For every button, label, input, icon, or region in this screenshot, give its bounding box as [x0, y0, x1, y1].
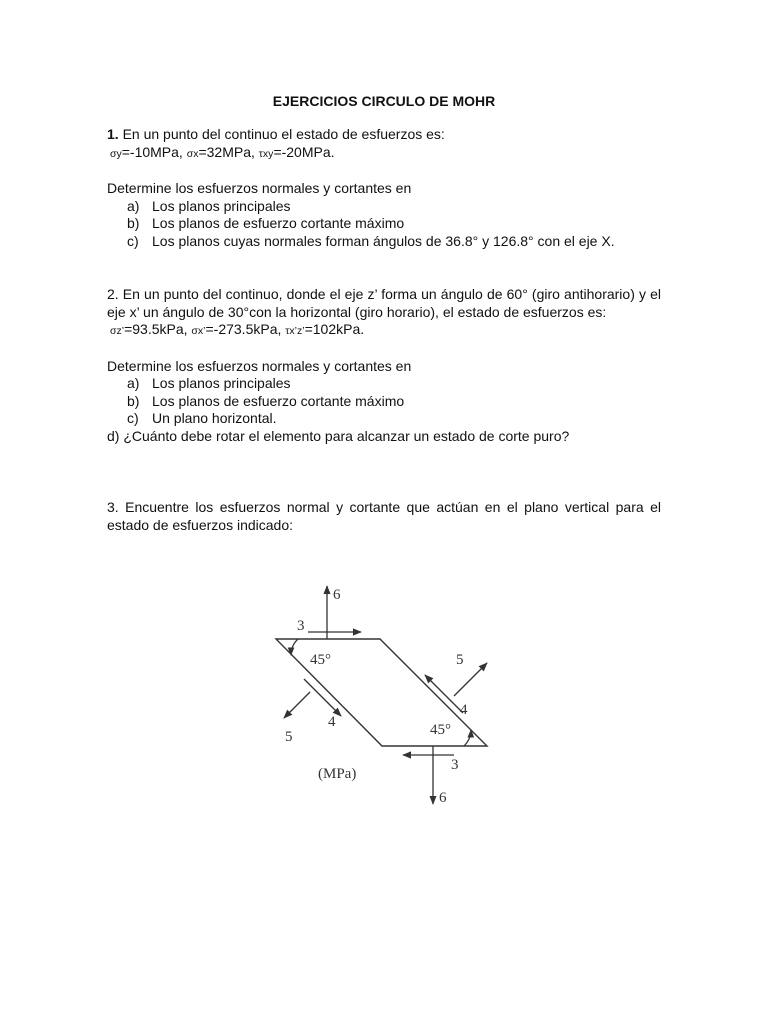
tau-xz-value: =102kPa.	[304, 321, 365, 337]
list-item: c) Un plano horizontal.	[127, 410, 277, 426]
document-title: EJERCICIOS CIRCULO DE MOHR	[272, 93, 496, 109]
exercise-1-stresses	[107, 144, 661, 164]
list-item: a) Los planos principales	[127, 375, 291, 391]
exercise-1-number: 1.	[107, 126, 119, 142]
exercise-3-intro: 3. Encuentre los esfuerzos normal y cortante que actúan en el plano vertical para el estado de esfuerzos indicado:	[107, 499, 661, 533]
left-normal-arrow	[284, 692, 310, 718]
label-bottom-normal: 6	[439, 790, 447, 806]
sigma-z-symbol: σz’	[110, 325, 125, 337]
sigma-x-value: =32MPa,	[198, 143, 259, 160]
sigma-x-symbol: σx	[186, 147, 199, 160]
exercise-2-item-d: d) ¿Cuánto debe rotar el elemento para alcanzar un estado de corte puro?	[107, 427, 570, 444]
sigma-z-value: =93.5kPa,	[124, 321, 192, 337]
exercise-2-list	[107, 375, 661, 428]
sigma-x-prime-value: =-273.5kPa,	[205, 321, 286, 337]
exercise-1-intro	[107, 126, 661, 144]
tau-xy-symbol: τxy	[258, 147, 274, 160]
stress-element-diagram	[264, 574, 500, 814]
exercise-2-intro: 2. En un punto del continuo, donde el eje z’ forma un ángulo de 60° (giro antihorario) y el eje x’ un ángulo de 30°con la horizontal (giro horario), el estado de esfuerzos es:	[107, 286, 661, 320]
label-left-shear: 4	[328, 714, 336, 730]
label-angle-left: 45°	[310, 652, 331, 668]
sigma-y-symbol: σy	[110, 147, 122, 160]
label-top-shear: 3	[297, 618, 305, 634]
label-right-shear: 4	[460, 702, 468, 718]
label-top-normal: 6	[333, 587, 341, 603]
label-left-normal: 5	[285, 729, 293, 745]
label-angle-right: 45°	[430, 722, 451, 738]
label-right-normal: 5	[456, 652, 464, 668]
exercise-1-intro-text: En un punto del continuo el estado de esfuerzos es:	[118, 126, 445, 142]
document-page	[107, 93, 661, 534]
stress-element-figure	[264, 574, 500, 814]
sigma-x-prime-symbol: σx’	[191, 325, 206, 337]
label-bottom-shear: 3	[451, 757, 459, 773]
tau-xz-symbol: τx’z’	[285, 325, 305, 337]
list-item: b) Los planos de esfuerzo cortante máximo	[127, 392, 405, 409]
exercise-1-prompt: Determine los esfuerzos normales y cortantes en	[107, 180, 412, 196]
exercise-1-list	[107, 198, 661, 251]
sigma-y-value: =-10MPa,	[121, 143, 187, 160]
label-units: (MPa)	[318, 766, 357, 782]
exercise-2-prompt: Determine los esfuerzos normales y cortantes en	[107, 357, 412, 374]
list-item: a) Los planos principales	[127, 197, 291, 214]
list-item: c) Los planos cuyas normales forman ángulos de 36.8° y 126.8° con el eje X.	[127, 232, 615, 249]
tau-xy-value: =-20MPa.	[273, 143, 335, 160]
list-item: b) Los planos de esfuerzo cortante máximo	[127, 215, 405, 231]
exercise-2-stresses	[107, 321, 661, 341]
